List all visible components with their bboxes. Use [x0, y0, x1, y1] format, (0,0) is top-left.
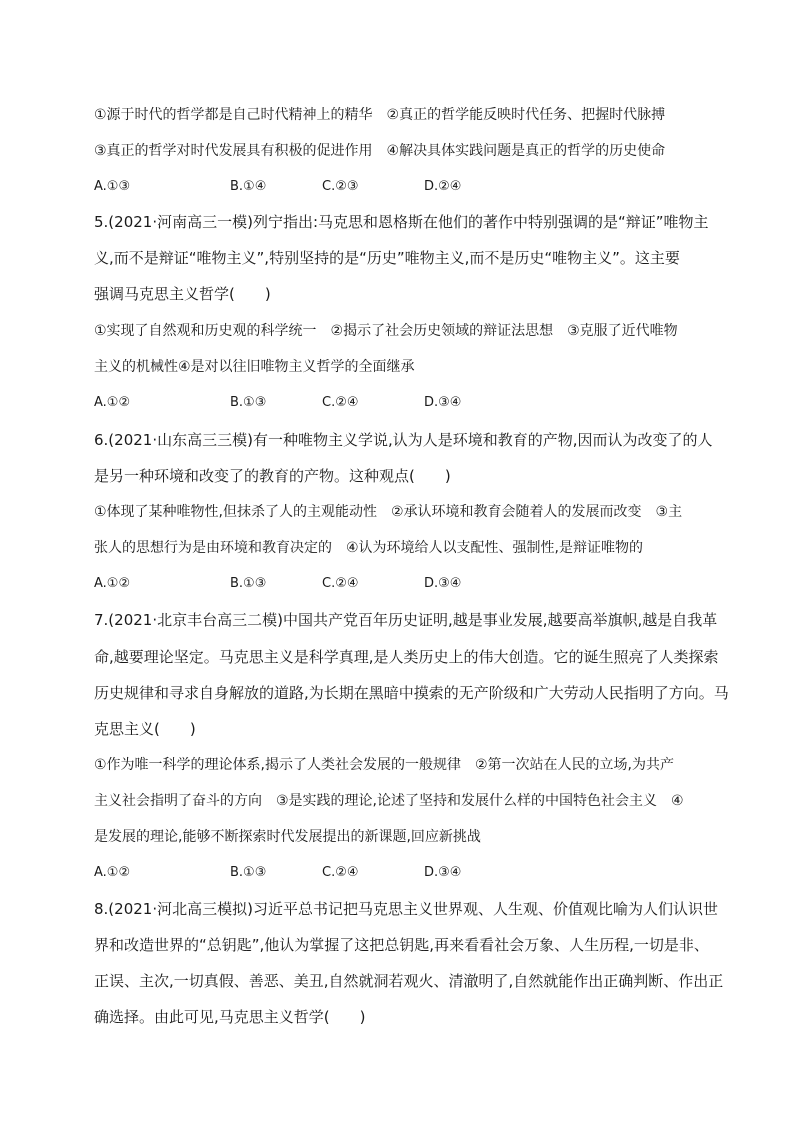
q4-option-line-1: ①源于时代的哲学都是自己时代精神上的精华 ②真正的哲学能反映时代任务、把握时代脉搏 [94, 107, 666, 123]
q8-stem-line-4: 确选择。由此可见,马克思主义哲学( ) [94, 1008, 366, 1026]
q5-choice-c: C.②④ [322, 395, 359, 410]
q4-choice-c: C.②③ [322, 179, 359, 194]
q6-choice-b: B.①③ [230, 576, 267, 591]
q7-choice-a: A.①② [94, 865, 131, 880]
q5-choice-a: A.①② [94, 395, 131, 410]
q6-choice-d: D.③④ [424, 576, 462, 591]
q6-option-line-2: 张人的思想行为是由环境和教育决定的 ④认为环境给人以支配性、强制性,是辩证唯物的 [94, 540, 643, 556]
q5-option-line-2: 主义的机械性④是对以往旧唯物主义哲学的全面继承 [94, 359, 415, 375]
q7-stem-line-3: 历史规律和寻求自身解放的道路,为长期在黑暗中摸索的无产阶级和广大劳动人民指明了方向。马 [94, 684, 729, 702]
q4-choice-a: A.①③ [94, 179, 131, 194]
q8-stem-line-2: 界和改造世界的“总钥匙”,他认为掌握了这把总钥匙,再来看看社会万象、人生历程,一切是非、 [94, 936, 709, 954]
q7-stem-line-4: 克思主义( ) [94, 720, 196, 738]
q5-option-line-1: ①实现了自然观和历史观的科学统一 ②揭示了社会历史领域的辩证法思想 ③克服了近代唯物 [94, 323, 678, 339]
q7-stem-line-1: 7.(2021·北京丰台高三二模)中国共产党百年历史证明,越是事业发展,越要高举旗帜,越是自我革 [94, 611, 718, 629]
q7-choice-c: C.②④ [322, 865, 359, 880]
q6-stem-line-2: 是另一种环境和改变了的教育的产物。这种观点( ) [94, 467, 451, 485]
q4-option-line-2: ③真正的哲学对时代发展具有积极的促进作用 ④解决具体实践问题是真正的哲学的历史使命 [94, 143, 666, 159]
q5-choice-d: D.③④ [424, 395, 462, 410]
q7-option-line-3: 是发展的理论,能够不断探索时代发展提出的新课题,回应新挑战 [94, 829, 481, 845]
q5-stem-line-3: 强调马克思主义哲学( ) [94, 285, 271, 303]
q7-choice-b: B.①③ [230, 865, 267, 880]
q8-stem-line-3: 正误、主次,一切真假、善恶、美丑,自然就洞若观火、清澈明了,自然就能作出正确判断、作出正 [94, 972, 724, 990]
q5-choice-b: B.①③ [230, 395, 267, 410]
q6-option-line-1: ①体现了某种唯物性,但抹杀了人的主观能动性 ②承认环境和教育会随着人的发展而改变 ③主 [94, 504, 683, 520]
q6-choice-c: C.②④ [322, 576, 359, 591]
q4-choice-b: B.①④ [230, 179, 267, 194]
q7-stem-line-2: 命,越要理论坚定。马克思主义是科学真理,是人类历史上的伟大创造。它的诞生照亮了人类探索 [94, 648, 719, 666]
q7-option-line-1: ①作为唯一科学的理论体系,揭示了人类社会发展的一般规律 ②第一次站在人民的立场,为共产 [94, 757, 674, 773]
q4-choice-d: D.②④ [424, 179, 462, 194]
q8-stem-line-1: 8.(2021·河北高三模拟)习近平总书记把马克思主义世界观、人生观、价值观比喻为人们认识世 [94, 900, 718, 918]
q7-option-line-2: 主义社会指明了奋斗的方向 ③是实践的理论,论述了坚持和发展什么样的中国特色社会主义 ④ [94, 793, 684, 809]
q6-stem-line-1: 6.(2021·山东高三三模)有一种唯物主义学说,认为人是环境和教育的产物,因而认为改变了的人 [94, 431, 713, 449]
q6-choice-a: A.①② [94, 576, 131, 591]
q5-stem-line-1: 5.(2021·河南高三一模)列宁指出:马克思和恩格斯在他们的著作中特别强调的是“辩证”唯物主 [94, 213, 709, 231]
q5-stem-line-2: 义,而不是辩证“唯物主义”,特别坚持的是“历史”唯物主义,而不是历史“唯物主义”。这主要 [94, 249, 680, 267]
q7-choice-d: D.③④ [424, 865, 462, 880]
